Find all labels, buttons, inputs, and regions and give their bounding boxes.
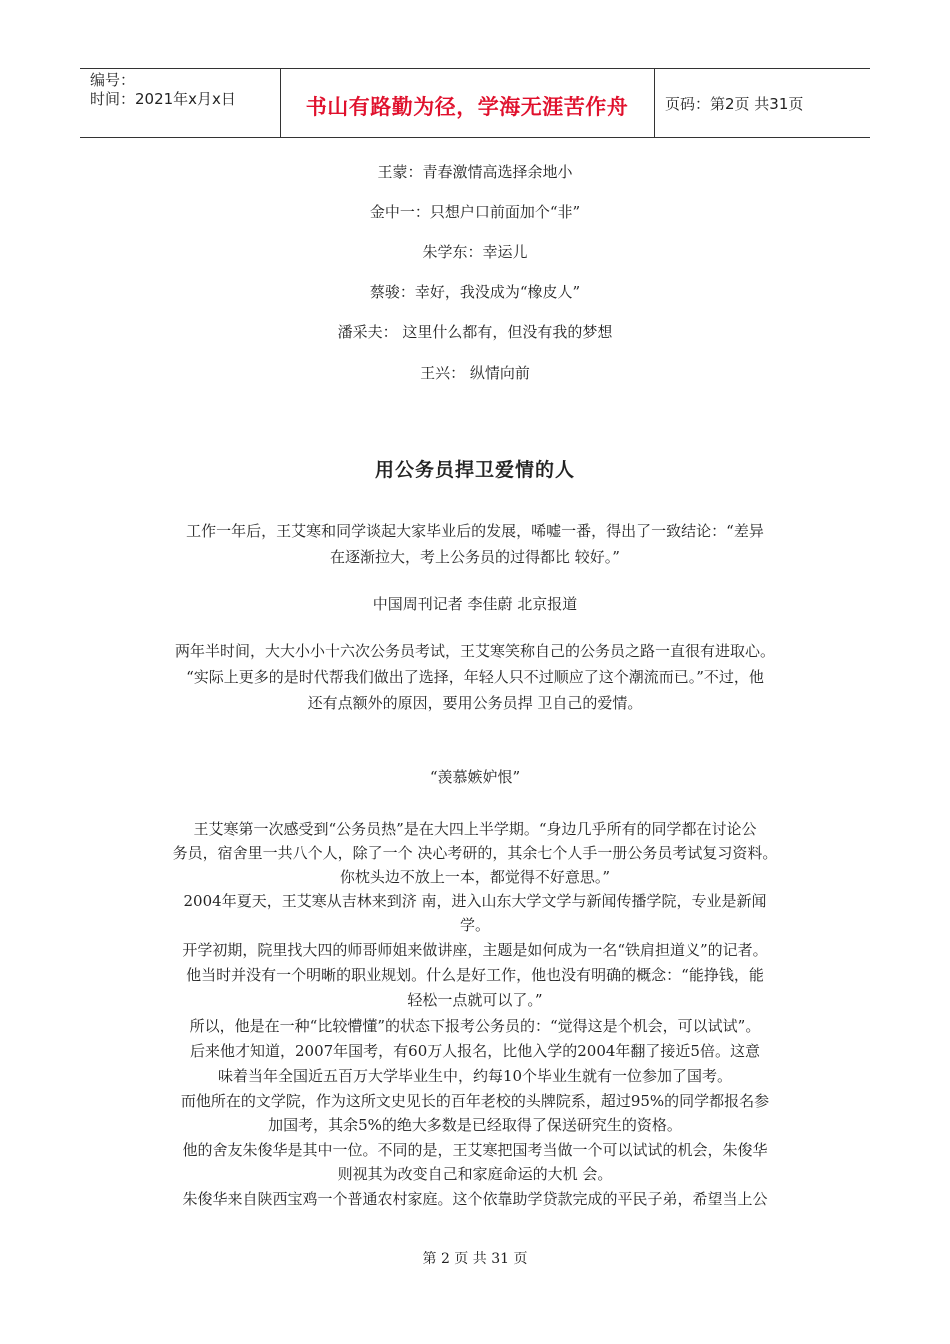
intro-item: 王兴： 纵情向前 [420,364,530,382]
intro-item: 王蒙：青春激情高选择余地小 [377,163,573,181]
paragraph-line: 还有点额外的原因，要用公务员捍 卫自己的爱情。 [307,694,643,712]
lead-line: 在逐渐拉大，考上公务员的过得都比 较好。” [330,548,620,566]
page-info: 页码：第2页 共31页 [665,95,804,113]
section-subtitle: “羡慕嫉妒恨” [429,768,521,786]
body-line: 2004年夏天，王艾寒从吉林来到济 南，进入山东大学文学与新闻传播学院，专业是新闻 [183,892,767,910]
intro-item: 蔡骏：幸好，我没成为“橡皮人” [369,283,581,301]
body-line: 王艾寒第一次感受到“公务员热”是在大四上半学期。“身边几乎所有的同学都在讨论公 [193,820,757,838]
header-motto-cell [280,69,655,137]
body-line: 朱俊华来自陕西宝鸡一个普通农村家庭。这个依靠助学贷款完成的平民子弟，希望当上公 [182,1190,768,1208]
body-line: 后来他才知道，2007年国考，有60万人报名，比他入学的2004年翻了接近5倍。这意 [190,1042,760,1060]
body-line: 加国考，其余5%的绝大多数是已经取得了保送研究生的资格。 [268,1116,682,1134]
body-line: 你枕头边不放上一本，都觉得不好意思。” [339,868,611,886]
article-title: 用公务员捍卫爱情的人 [374,459,575,481]
body-line: 而他所在的文学院，作为这所文史见长的百年老校的头牌院系，超过95%的同学都报名参 [180,1092,770,1110]
body-line: 则视其为改变自己和家庭命运的大机 会。 [337,1165,613,1183]
number-label: 编号： [90,71,136,89]
header-meta-cell [80,69,281,137]
body-line: 他的舍友朱俊华是其中一位。不同的是，王艾寒把国考当做一个可以试试的机会，朱俊华 [182,1141,768,1159]
body-line: 学。 [459,916,490,934]
body-line: 务员，宿舍里一共八个人，除了一个 决心考研的，其余七个人手一册公务员考试复习资料。 [172,844,778,862]
body-line: 开学初期，院里找大四的师哥师姐来做讲座，主题是如何成为一名“铁肩担道义”的记者。 [182,941,768,959]
paragraph-line: 两年半时间，大大小小十六次公务员考试，王艾寒笑称自己的公务员之路一直很有进取心。 [174,642,775,660]
lead-line: 工作一年后，王艾寒和同学谈起大家毕业后的发展，唏嘘一番，得出了一致结论：“差异 [186,522,764,540]
body-line: 他当时并没有一个明晰的职业规划。什么是好工作，他也没有明确的概念：“能挣钱，能 [186,966,764,984]
byline: 中国周刊记者 李佳蔚 北京报道 [372,595,578,613]
intro-item: 潘采夫： 这里什么都有，但没有我的梦想 [337,323,613,341]
motto-text: 书山有路勤为径，学海无涯苦作舟 [305,95,629,119]
time-label: 时间：2021年x月x日 [90,90,236,108]
page-footer: 第 2 页 共 31 页 [422,1251,528,1267]
paragraph-line: “实际上更多的是时代帮我们做出了选择，年轻人只不过顺应了这个潮流而已。”不过，他 [186,668,764,686]
body-line: 所以，他是在一种“比较懵懂”的状态下报考公务员的：“觉得这是个机会，可以试试”。 [189,1017,761,1035]
page-header [80,68,870,138]
header-page-cell [655,69,870,137]
body-line: 轻松一点就可以了。” [407,991,543,1009]
intro-item: 朱学东：幸运儿 [422,243,528,261]
body-line: 味着当年全国近五百万大学毕业生中，约每10个毕业生就有一位参加了国考。 [217,1067,733,1085]
intro-item: 金中一：只想户口前面加个“非” [369,203,581,221]
